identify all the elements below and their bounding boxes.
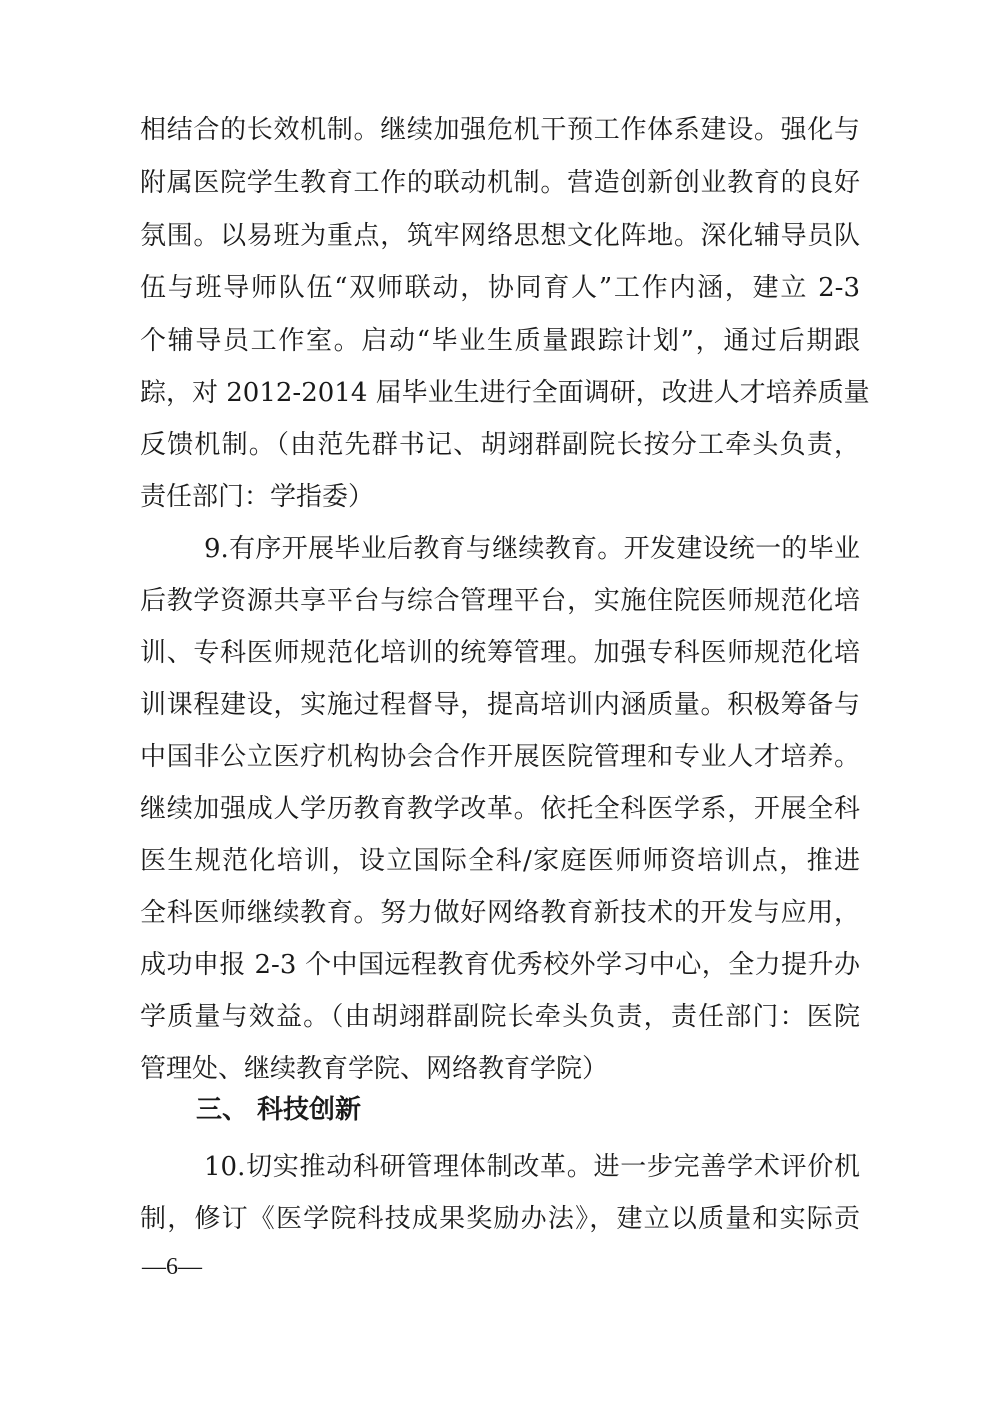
- body-text-line: 制，修订《医学院科技成果奖励办法》，建立以质量和实际贡: [140, 1204, 860, 1234]
- body-text-line: 踪，对 2012-2014 届毕业生进行全面调研，改进人才培养质量: [140, 378, 870, 408]
- body-text-line: 成功申报 2-3 个中国远程教育优秀校外学习中心，全力提升办: [140, 950, 860, 980]
- body-text-line: 伍与班导师队伍“双师联动，协同育人”工作内涵，建立 2-3: [140, 273, 860, 303]
- body-text-line: 训、专科医师规范化培训的统筹管理。加强专科医师规范化培: [140, 638, 860, 668]
- body-text-line: 学质量与效益。（由胡翊群副院长牵头负责，责任部门：医院: [140, 1002, 860, 1032]
- body-text-line: 附属医院学生教育工作的联动机制。营造创新创业教育的良好: [140, 168, 860, 198]
- body-text-line: 训课程建设，实施过程督导，提高培训内涵质量。积极筹备与: [140, 690, 860, 720]
- body-text-line: 医生规范化培训，设立国际全科/家庭医师师资培训点，推进: [140, 846, 860, 876]
- body-text-line: 责任部门：学指委）: [140, 482, 375, 512]
- body-text-line: 反馈机制。（由范先群书记、胡翊群副院长按分工牵头负责，: [140, 430, 860, 460]
- body-text-line: 个辅导员工作室。启动“毕业生质量跟踪计划”，通过后期跟: [140, 326, 860, 356]
- body-text-line: 全科医师继续教育。努力做好网络教育新技术的开发与应用，: [140, 898, 860, 928]
- section-heading: 三、 科技创新: [196, 1095, 362, 1125]
- paragraph-first-line: 9.有序开展毕业后教育与继续教育。开发建设统一的毕业: [204, 534, 860, 564]
- page-number: —6—: [142, 1254, 202, 1280]
- body-text-line: 后教学资源共享平台与综合管理平台，实施住院医师规范化培: [140, 586, 860, 616]
- body-text-line: 继续加强成人学历教育教学改革。依托全科医学系，开展全科: [140, 794, 860, 824]
- paragraph-first-line: 10.切实推动科研管理体制改革。进一步完善学术评价机: [204, 1152, 860, 1182]
- body-text-line: 中国非公立医疗机构协会合作开展医院管理和专业人才培养。: [140, 742, 860, 772]
- body-text-line: 相结合的长效机制。继续加强危机干预工作体系建设。强化与: [140, 115, 860, 145]
- body-text-line: 氛围。以易班为重点，筑牢网络思想文化阵地。深化辅导员队: [140, 221, 860, 251]
- body-text-line: 管理处、继续教育学院、网络教育学院）: [140, 1054, 609, 1084]
